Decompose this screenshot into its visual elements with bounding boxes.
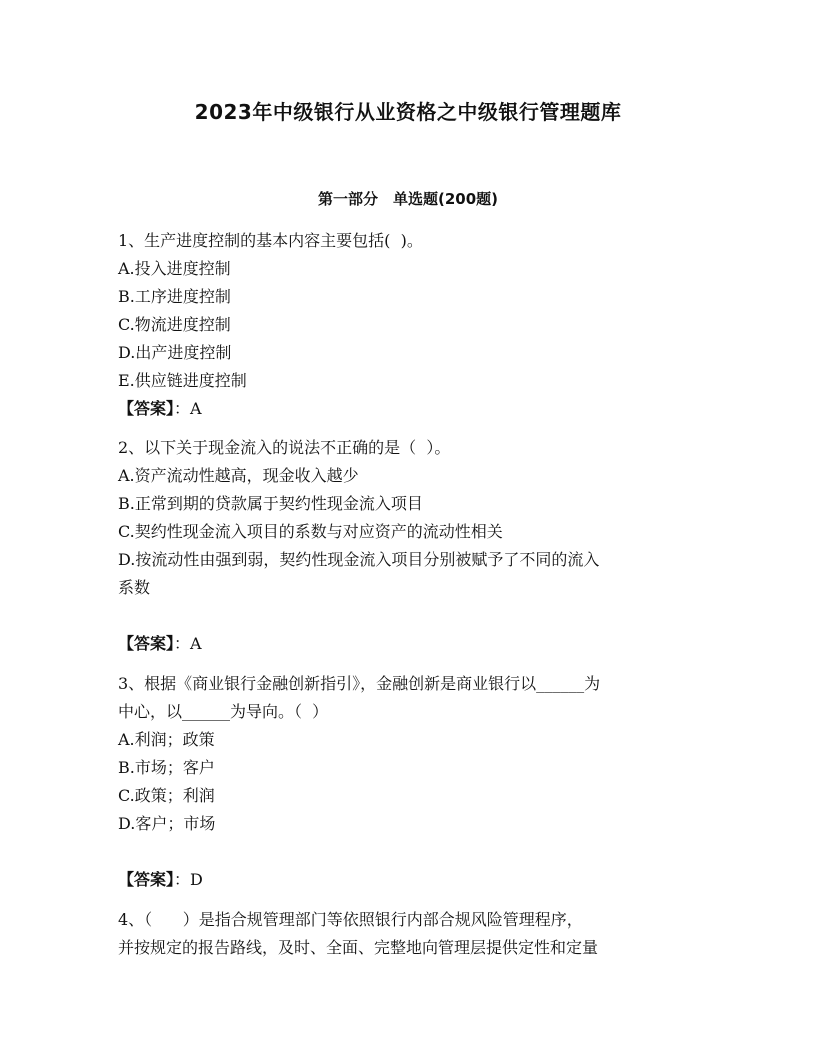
option-a: A.利润；政策: [118, 730, 215, 749]
option-d: D.客户；市场: [118, 814, 216, 833]
spacer: [118, 894, 698, 906]
question-stem-continued: 中心，以______为导向。（ ）: [118, 702, 329, 721]
question-1: [118, 227, 698, 423]
question-list: [118, 227, 698, 962]
question-2: [118, 434, 698, 658]
question-stem-continued: 并按规定的报告路线，及时、全面、完整地向管理层提供定性和定量: [118, 938, 599, 957]
answer-label: 【答案】: [118, 399, 175, 418]
section-title: 第一部分 单选题(200题): [317, 190, 499, 208]
option-b: B.正常到期的贷款属于契约性现金流入项目: [118, 494, 423, 513]
document-title: 2023年中级银行从业资格之中级银行管理题库: [194, 100, 622, 124]
answer-value: ：D: [174, 870, 203, 889]
question-3: [118, 670, 698, 894]
option-a: A.投入进度控制: [118, 259, 231, 278]
answer-line: [118, 630, 698, 658]
question-stem: 3、根据《商业银行金融创新指引》，金融创新是商业银行以______为: [118, 674, 601, 693]
answer-line: [118, 395, 698, 423]
option-c: C.物流进度控制: [118, 315, 231, 334]
answer-value: ：A: [174, 399, 202, 418]
question-stem: 4、（ ）是指合规管理部门等依照银行内部合规风险管理程序，: [118, 910, 583, 929]
question-stem: 1、生产进度控制的基本内容主要包括( )。: [118, 231, 423, 250]
answer-value: ：A: [174, 634, 202, 653]
option-c: C.契约性现金流入项目的系数与对应资产的流动性相关: [118, 522, 503, 541]
option-a: A.资产流动性越高，现金收入越少: [118, 466, 359, 485]
option-d: D.按流动性由强到弱，契约性现金流入项目分别被赋予了不同的流入: [118, 550, 600, 569]
option-e: E.供应链进度控制: [118, 371, 247, 390]
option-c: C.政策；利润: [118, 786, 215, 805]
question-stem: 2、以下关于现金流入的说法不正确的是（ ）。: [118, 438, 451, 457]
option-b: B.工序进度控制: [118, 287, 231, 306]
option-d-continued: 系数: [118, 578, 151, 597]
option-d: D.出产进度控制: [118, 343, 232, 362]
answer-label: 【答案】: [118, 634, 175, 653]
option-b: B.市场；客户: [118, 758, 215, 777]
blank-line: [118, 602, 698, 630]
answer-line: [118, 866, 698, 894]
blank-line: [118, 838, 698, 866]
question-4: [118, 906, 698, 962]
spacer: [118, 423, 698, 434]
answer-label: 【答案】: [118, 870, 175, 889]
spacer: [118, 658, 698, 670]
